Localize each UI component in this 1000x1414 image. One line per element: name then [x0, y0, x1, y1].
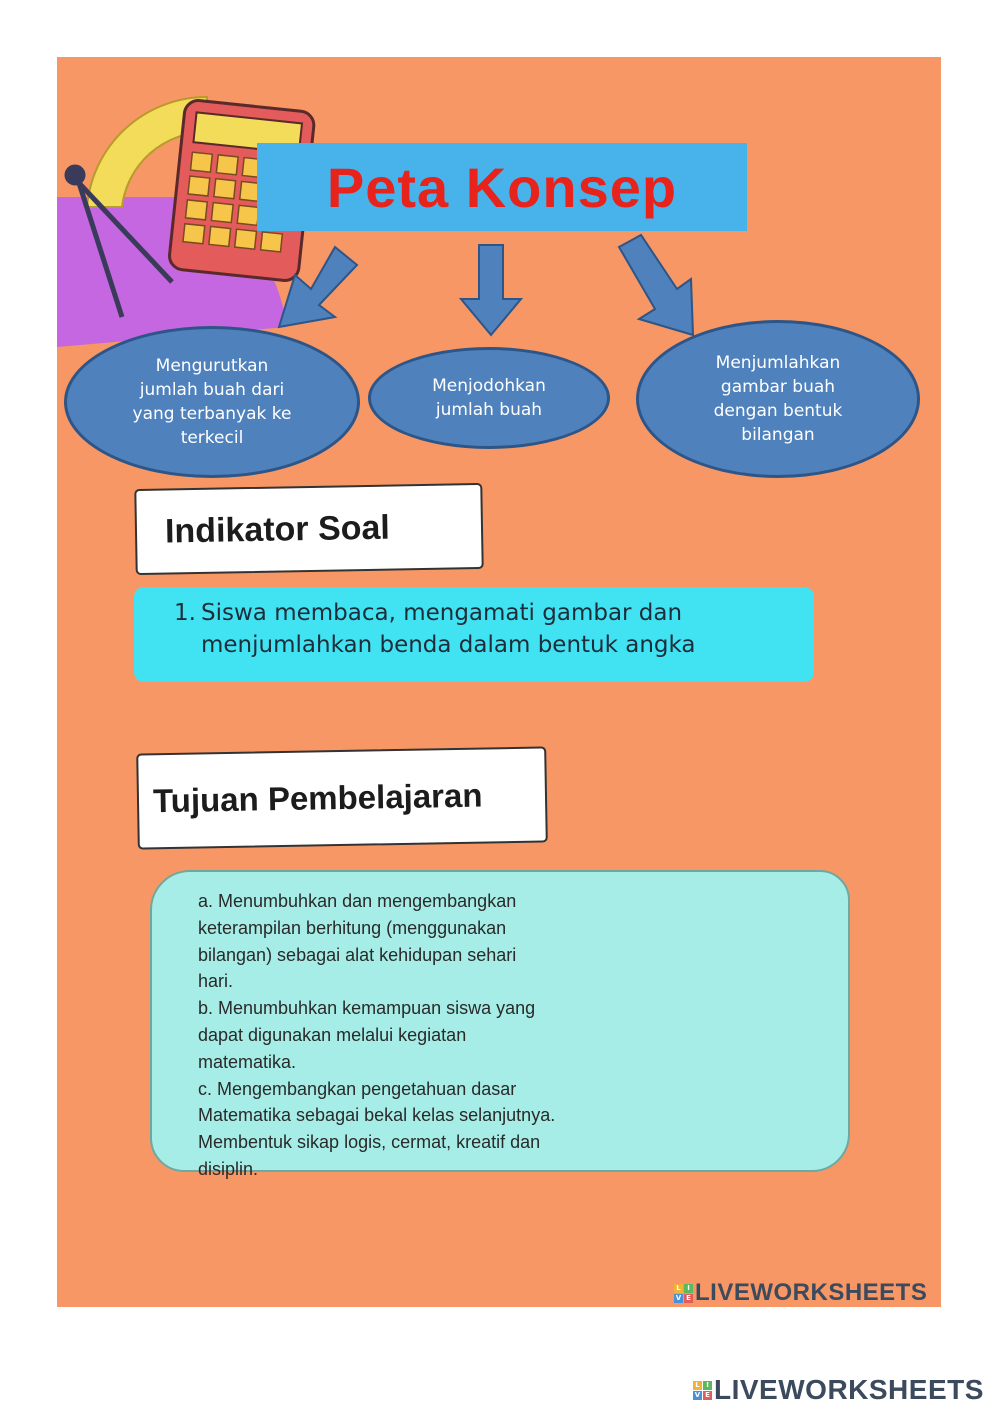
liveworksheets-logo-icon: L I V E — [693, 1381, 712, 1400]
arrow-down-icon — [461, 245, 521, 335]
concept-ellipse — [368, 347, 610, 449]
arrow-down-icon — [619, 235, 693, 335]
list-number: 1. — [174, 600, 196, 626]
concept-text: Menjumlahkan gambar buah dengan bentuk bilangan — [713, 353, 843, 445]
tujuan-content — [150, 870, 850, 1179]
tujuan-item: b. Menumbuhkan kemampuan siswa yang dapat digunakan melalui kegiatan matematika. — [198, 998, 536, 1072]
tujuan-item: c. Mengembangkan pengetahuan dasar Matematika sebagai bekal kelas selanjutnya. Membentuk sikap logis, cermat, kreatif dan disiplin. — [198, 1078, 556, 1179]
tujuan-heading-text: Tujuan Pembelajaran — [152, 776, 483, 820]
liveworksheets-logo-icon: L I V E — [674, 1284, 693, 1303]
concept-text: Mengurutkan jumlah buah dari yang terbanyak ke terkecil — [132, 356, 292, 448]
watermark-text: LIVEWORKSHEETS — [695, 1279, 928, 1306]
footer-watermark-text: LIVEWORKSHEETS — [714, 1374, 984, 1405]
indikator-heading-text: Indikator Soal — [164, 508, 391, 551]
concept-ellipse — [64, 326, 360, 478]
liveworksheets-footer-logo — [693, 1374, 984, 1406]
tujuan-item: a. Menumbuhkan dan mengembangkan keterampilan berhitung (menggunakan bilangan) sebagai alat kehidupan sehari hari. — [198, 891, 517, 992]
concept-text: Menjodohkan jumlah buah — [432, 376, 546, 420]
title-banner — [257, 143, 747, 231]
liveworksheets-logo — [674, 1279, 927, 1307]
indikator-heading — [134, 483, 483, 575]
tujuan-heading — [136, 746, 548, 849]
worksheet-page — [57, 57, 941, 1307]
page-title: Peta Konsep — [326, 155, 678, 219]
concept-arrows — [257, 227, 717, 347]
indikator-item: Siswa membaca, mengamati gambar dan menjumlahkan benda dalam bentuk angka — [201, 600, 696, 658]
indikator-content — [134, 587, 814, 682]
arrow-down-icon — [279, 247, 357, 327]
concept-ellipse — [636, 320, 920, 478]
